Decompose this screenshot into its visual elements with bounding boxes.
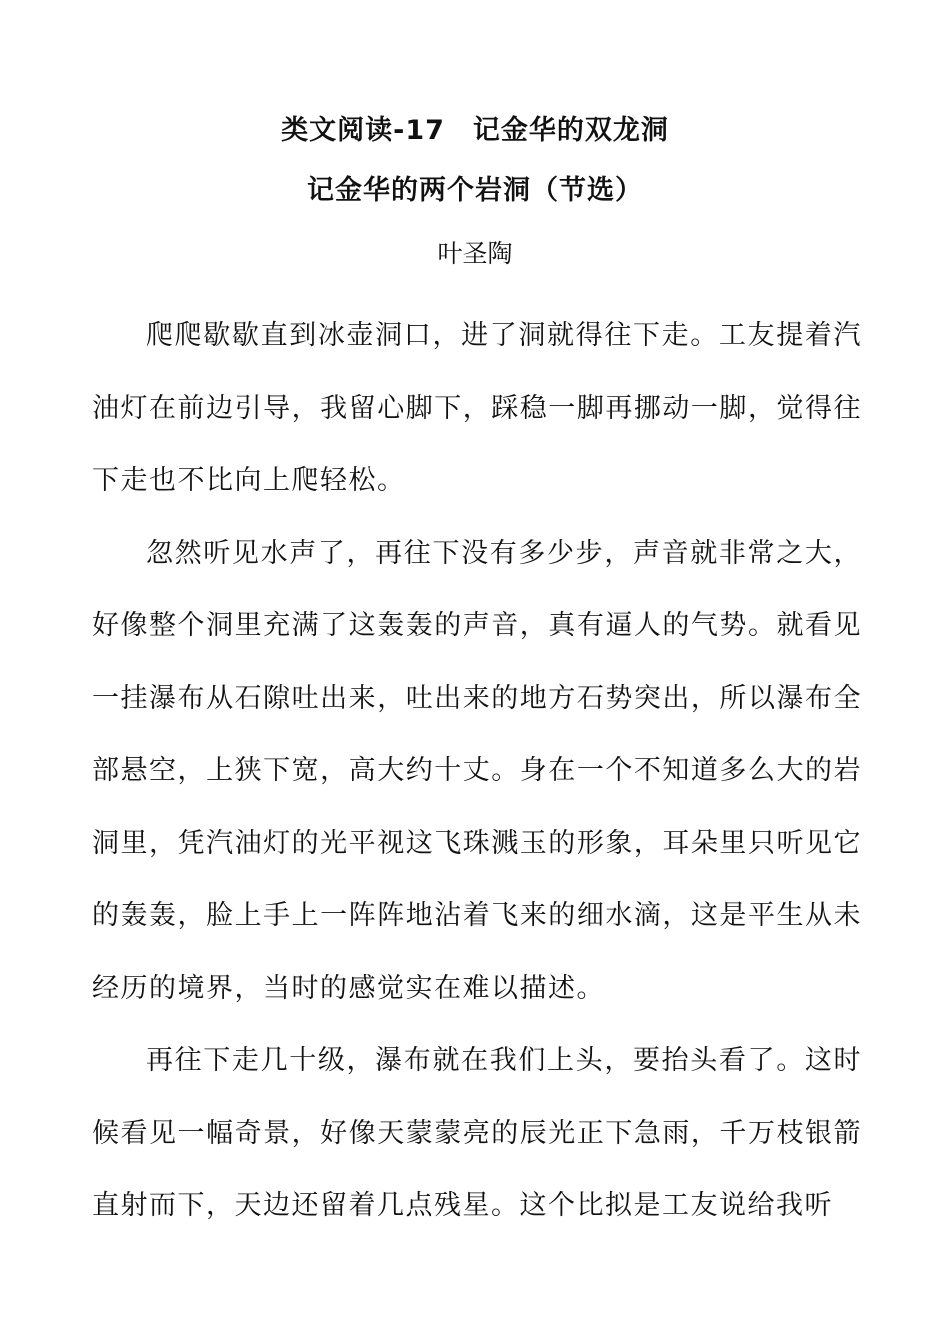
author-name: 叶圣陶 (437, 239, 513, 268)
paragraph-3: 再往下走几十级，瀑布就在我们上头，要抬头看了。这时候看见一幅奇景，好像天蒙蒙亮的辰光正下急雨，千万枝银箭直射而下，天边还留着几点残星。这个比拟是工友说给我听 (92, 1045, 862, 1221)
article-body (92, 300, 862, 1243)
paragraph-1: 爬爬歇歇直到冰壶洞口，进了洞就得往下走。工友提着汽油灯在前边引导，我留心脚下，踩稳一脚再挪动一脚，觉得往下走也不比向上爬轻松。 (92, 320, 862, 496)
page-title: 类文阅读-17 记金华的双龙洞 (281, 115, 669, 146)
article-title: 记金华的两个岩洞（节选） (307, 175, 643, 206)
paragraph-2: 忽然听见水声了，再往下没有多少步，声音就非常之大，好像整个洞里充满了这轰轰的声音，真有逼人的气势。就看见一挂瀑布从石隙吐出来，吐出来的地方石势突出，所以瀑布全部悬空，上狭下宽，高大约十丈。身在一个不知道多么大的岩洞里，凭汽油灯的光平视这飞珠溅玉的形象，耳朵里只听见它的轰轰，脸上手上一阵阵地沾着飞来的细水滴，这是平生从未经历的境界，当时的感觉实在难以描述。 (92, 537, 862, 1004)
